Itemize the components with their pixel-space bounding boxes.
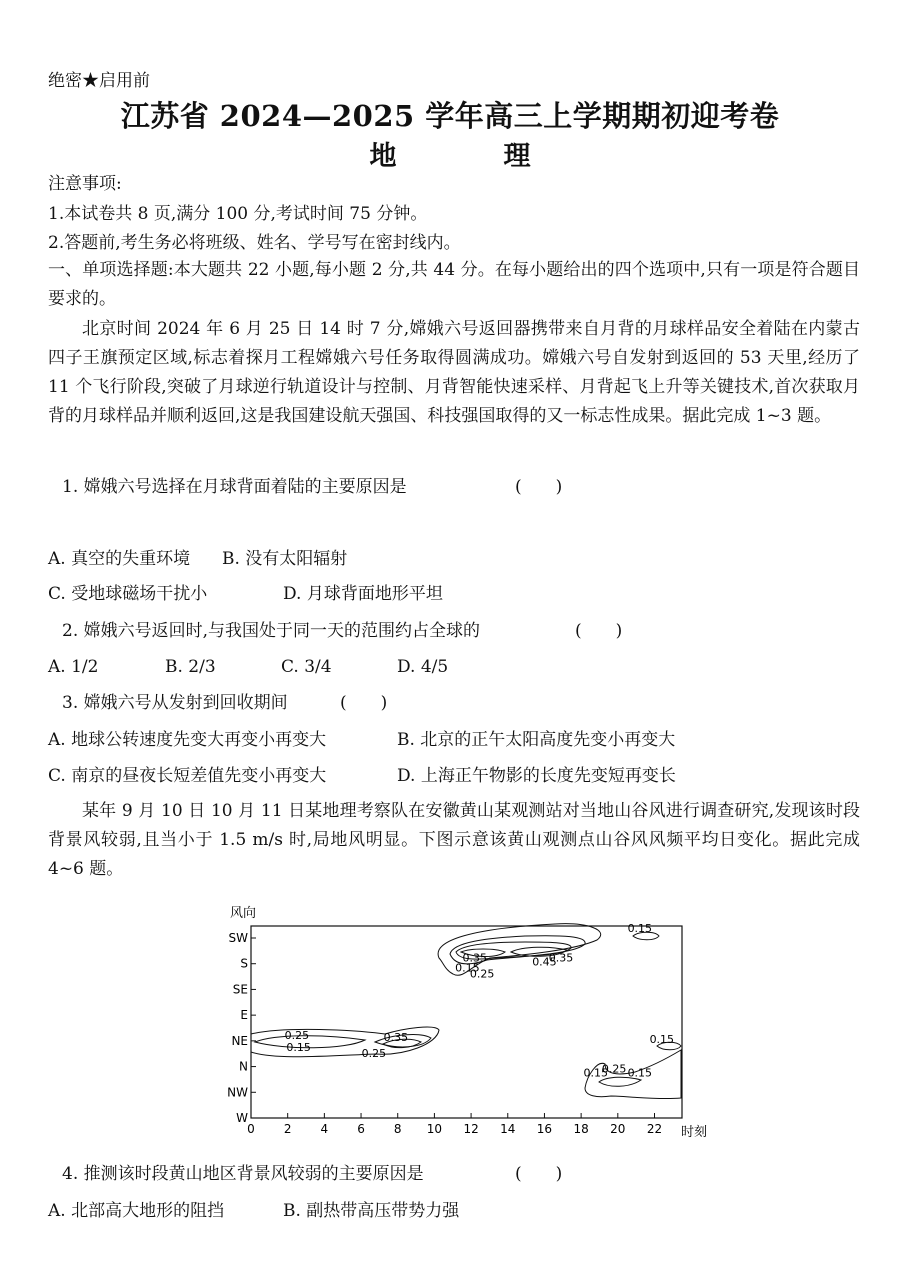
chart-x-axis-label: 时刻 [681, 1125, 708, 1140]
y-tick-label: S [240, 956, 248, 971]
x-tick-label: 6 [357, 1122, 365, 1136]
y-tick-label: NE [231, 1033, 248, 1048]
question-4-option-b: B. 副热带高压带势力强 [283, 1201, 460, 1221]
secret-label: 绝密★启用前 [48, 71, 150, 91]
x-tick-label: 20 [610, 1122, 626, 1136]
y-tick-label: E [240, 1008, 248, 1023]
contour-label: 0.15 [583, 1066, 609, 1080]
x-tick-label: 16 [536, 1122, 553, 1136]
x-tick-label: 4 [320, 1122, 329, 1136]
question-1-option-a: A. 真空的失重环境 [48, 549, 191, 569]
question-4-paren: ( ) [515, 1164, 563, 1184]
contour-label: 0.15 [649, 1032, 675, 1046]
passage-2: 某年 9 月 10 日 10 月 11 日某地理考察队在安徽黄山某观测站对当地山谷风进行调查研究,发现该时段背景风较弱,且当小于 1.5 m/s 时,局地风明显。下图示意该黄山观测点山谷风风频平均日变化。据此完成 4~6 题。 [48, 801, 860, 879]
question-4-stem: 4. 推测该时段黄山地区背景风较弱的主要原因是 [62, 1164, 424, 1184]
contour-label: 0.35 [462, 951, 488, 965]
y-tick-label: SE [232, 982, 248, 997]
exam-title: 江苏省 2024—2025 学年高三上学期期初迎考卷 [120, 99, 780, 133]
y-tick-label: NW [227, 1085, 248, 1100]
contour-label: 0.25 [469, 967, 495, 981]
x-tick-label: 2 [283, 1122, 292, 1136]
contour-label: 0.35 [548, 951, 574, 965]
contour-label: 0.35 [383, 1030, 409, 1044]
question-3-paren: ( ) [340, 693, 388, 713]
x-tick-label: 10 [426, 1122, 443, 1136]
question-2-option-c: C. 3/4 [281, 657, 332, 677]
contour-label: 0.15 [627, 1066, 653, 1080]
contour-label: 0.15 [455, 961, 480, 975]
notes-heading: 注意事项: [48, 174, 122, 194]
question-2-paren: ( ) [575, 621, 623, 641]
contour-label: 0.25 [601, 1062, 627, 1076]
wind-frequency-chart [225, 900, 715, 1145]
x-tick-label: 18 [573, 1122, 589, 1136]
question-2-option-d: D. 4/5 [397, 657, 449, 677]
contour-label: 0.25 [284, 1028, 310, 1042]
contour-label: 0.45 [532, 955, 557, 969]
notes-item-1: 1.本试卷共 8 页,满分 100 分,考试时间 75 分钟。 [48, 204, 428, 224]
subject-title: 地 理 [369, 141, 571, 172]
question-1-stem: 1. 嫦娥六号选择在月球背面着陆的主要原因是 [62, 477, 407, 497]
question-1-option-b: B. 没有太阳辐射 [222, 549, 348, 569]
passage-1: 北京时间 2024 年 6 月 25 日 14 时 7 分,嫦娥六号返回器携带来自月背的月球样品安全着陆在内蒙古四子王旗预定区域,标志着探月工程嫦娥六号任务取得圆满成功。嫦娥六号自发射到返回的 53 天里,经历了 11 个飞行阶段,突破了月球逆行轨道设计与控制、月背智能快速采样、月背起飞上升等关键技术,首次获取月背的月球样品并顺利返回,这是我国建设航天强国、科技强国取得的又一标志性成果。据此完成 1~3 题。 [48, 319, 860, 426]
contour-label: 0.25 [361, 1046, 387, 1060]
question-1-paren: ( ) [515, 477, 563, 497]
chart-y-axis-label: 风向 [230, 906, 257, 921]
question-1-option-d: D. 月球背面地形平坦 [283, 584, 443, 604]
question-2-option-b: B. 2/3 [165, 657, 216, 677]
question-4-option-a: A. 北部高大地形的阻挡 [48, 1201, 225, 1221]
contour-label: 0.15 [286, 1040, 311, 1054]
question-3-option-b: B. 北京的正午太阳高度先变小再变大 [397, 730, 676, 750]
y-tick-label: N [239, 1059, 248, 1074]
x-tick-label: 12 [463, 1122, 479, 1136]
question-2-option-a: A. 1/2 [48, 657, 99, 677]
y-tick-label: W [236, 1111, 248, 1125]
question-3-option-d: D. 上海正午物影的长度先变短再变长 [397, 766, 676, 786]
question-1-option-c: C. 受地球磁场干扰小 [48, 584, 208, 604]
question-2-stem: 2. 嫦娥六号返回时,与我国处于同一天的范围约占全球的 [62, 621, 481, 641]
section-heading: 一、单项选择题:本大题共 22 小题,每小题 2 分,共 44 分。在每小题给出的四个选项中,只有一项是符合题目要求的。 [48, 260, 860, 309]
x-tick-label: 22 [646, 1122, 663, 1136]
notes-item-2: 2.答题前,考生务必将班级、姓名、学号写在密封线内。 [48, 233, 461, 253]
x-tick-label: 0 [247, 1122, 255, 1136]
question-3-stem: 3. 嫦娥六号从发射到回收期间 [62, 693, 288, 713]
y-tick-label: SW [228, 931, 248, 945]
question-3-option-c: C. 南京的昼夜长短差值先变小再变大 [48, 766, 327, 786]
question-3-option-a: A. 地球公转速度先变大再变小再变大 [48, 730, 327, 750]
contour-label: 0.15 [627, 922, 653, 935]
x-tick-label: 8 [393, 1122, 402, 1136]
x-tick-label: 14 [500, 1122, 516, 1136]
